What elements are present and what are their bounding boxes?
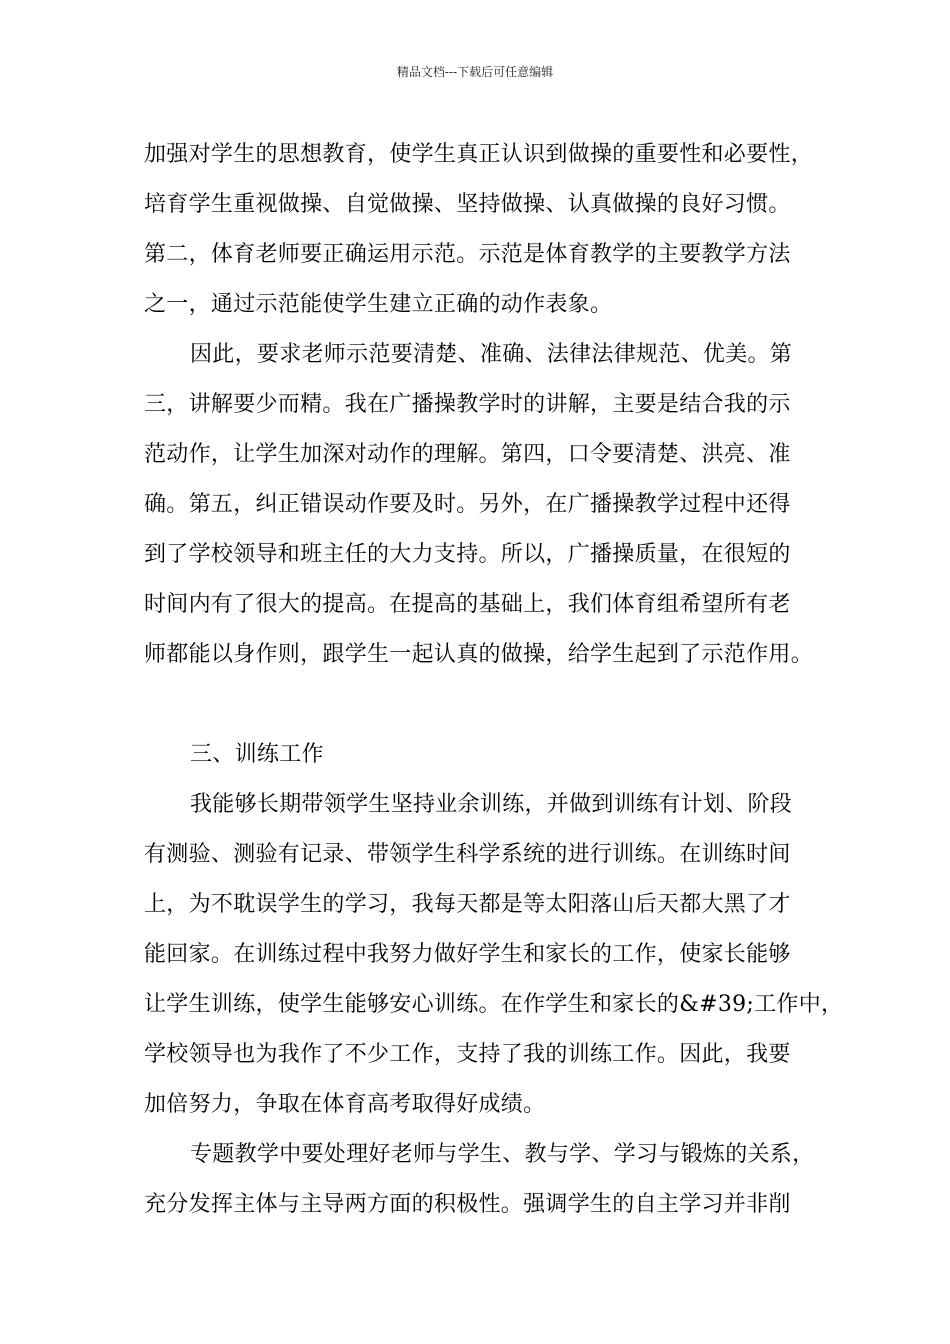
paragraph-1 <box>144 130 820 330</box>
text-line: 师都能以身作则，跟学生一起认真的做操，给学生起到了示范作用。 <box>144 642 814 667</box>
text-line: 学校领导也为我作了不少工作，支持了我的训练工作。因此，我要 <box>144 1042 791 1067</box>
text-line: 到了学校领导和班主任的大力支持。所以，广播操质量，在很短的 <box>144 542 791 567</box>
text-line: 有测验、测验有记录、带领学生科学系统的进行训练。在训练时间 <box>144 842 791 867</box>
text-line: 三，讲解要少而精。我在广播操教学时的讲解，主要是结合我的示 <box>144 392 791 417</box>
text-line: 确。第五，纠正错误动作要及时。另外，在广播操教学过程中还得 <box>144 492 791 517</box>
document-body <box>144 130 844 1230</box>
text-line: 上，为不耽误学生的学习，我每天都是等太阳落山后天都大黑了才 <box>144 892 791 917</box>
paragraph-2 <box>144 330 820 680</box>
paragraph-3 <box>144 780 844 1130</box>
text-line: 因此，要求老师示范要清楚、准确、法律法律规范、优美。第 <box>190 342 793 367</box>
text-line: 范动作，让学生加深对动作的理解。第四，口令要清楚、洪亮、准 <box>144 442 791 467</box>
section-3 <box>144 730 820 780</box>
text-line: 加强对学生的思想教育，使学生真正认识到做操的重要性和必要性， <box>144 142 814 167</box>
text-line: 培育学生重视做操、自觉做操、坚持做操、认真做操的良好习惯。 <box>144 192 791 217</box>
text-line: 专题教学中要处理好老师与学生、教与学、学习与锻炼的关系， <box>190 1142 815 1167</box>
text-line: 时间内有了很大的提高。在提高的基础上，我们体育组希望所有老 <box>144 592 791 617</box>
text-line: 加倍努力，争取在体育高考取得好成绩。 <box>144 1092 546 1117</box>
text-line: 能回家。在训练过程中我努力做好学生和家长的工作，使家长能够 <box>144 942 791 967</box>
paragraph-4 <box>144 1130 820 1230</box>
text-line: 让学生训练，使学生能够安心训练。在作学生和家长的&#39;工作中， <box>144 992 844 1017</box>
page-header: 精品文档---下载后可任意编辑 <box>396 65 554 79</box>
text-line: 充分发挥主体与主导两方面的积极性。强调学生的自主学习并非削 <box>144 1192 791 1217</box>
paragraph-gap <box>144 680 820 730</box>
text-line: 之一，通过示范能使学生建立正确的动作表象。 <box>144 292 613 317</box>
text-line: 我能够长期带领学生坚持业余训练，并做到训练有计划、阶段 <box>190 792 793 817</box>
text-line: 第二，体育老师要正确运用示范。示范是体育教学的主要教学方法 <box>144 242 791 267</box>
section-heading: 三、训练工作 <box>190 742 324 767</box>
